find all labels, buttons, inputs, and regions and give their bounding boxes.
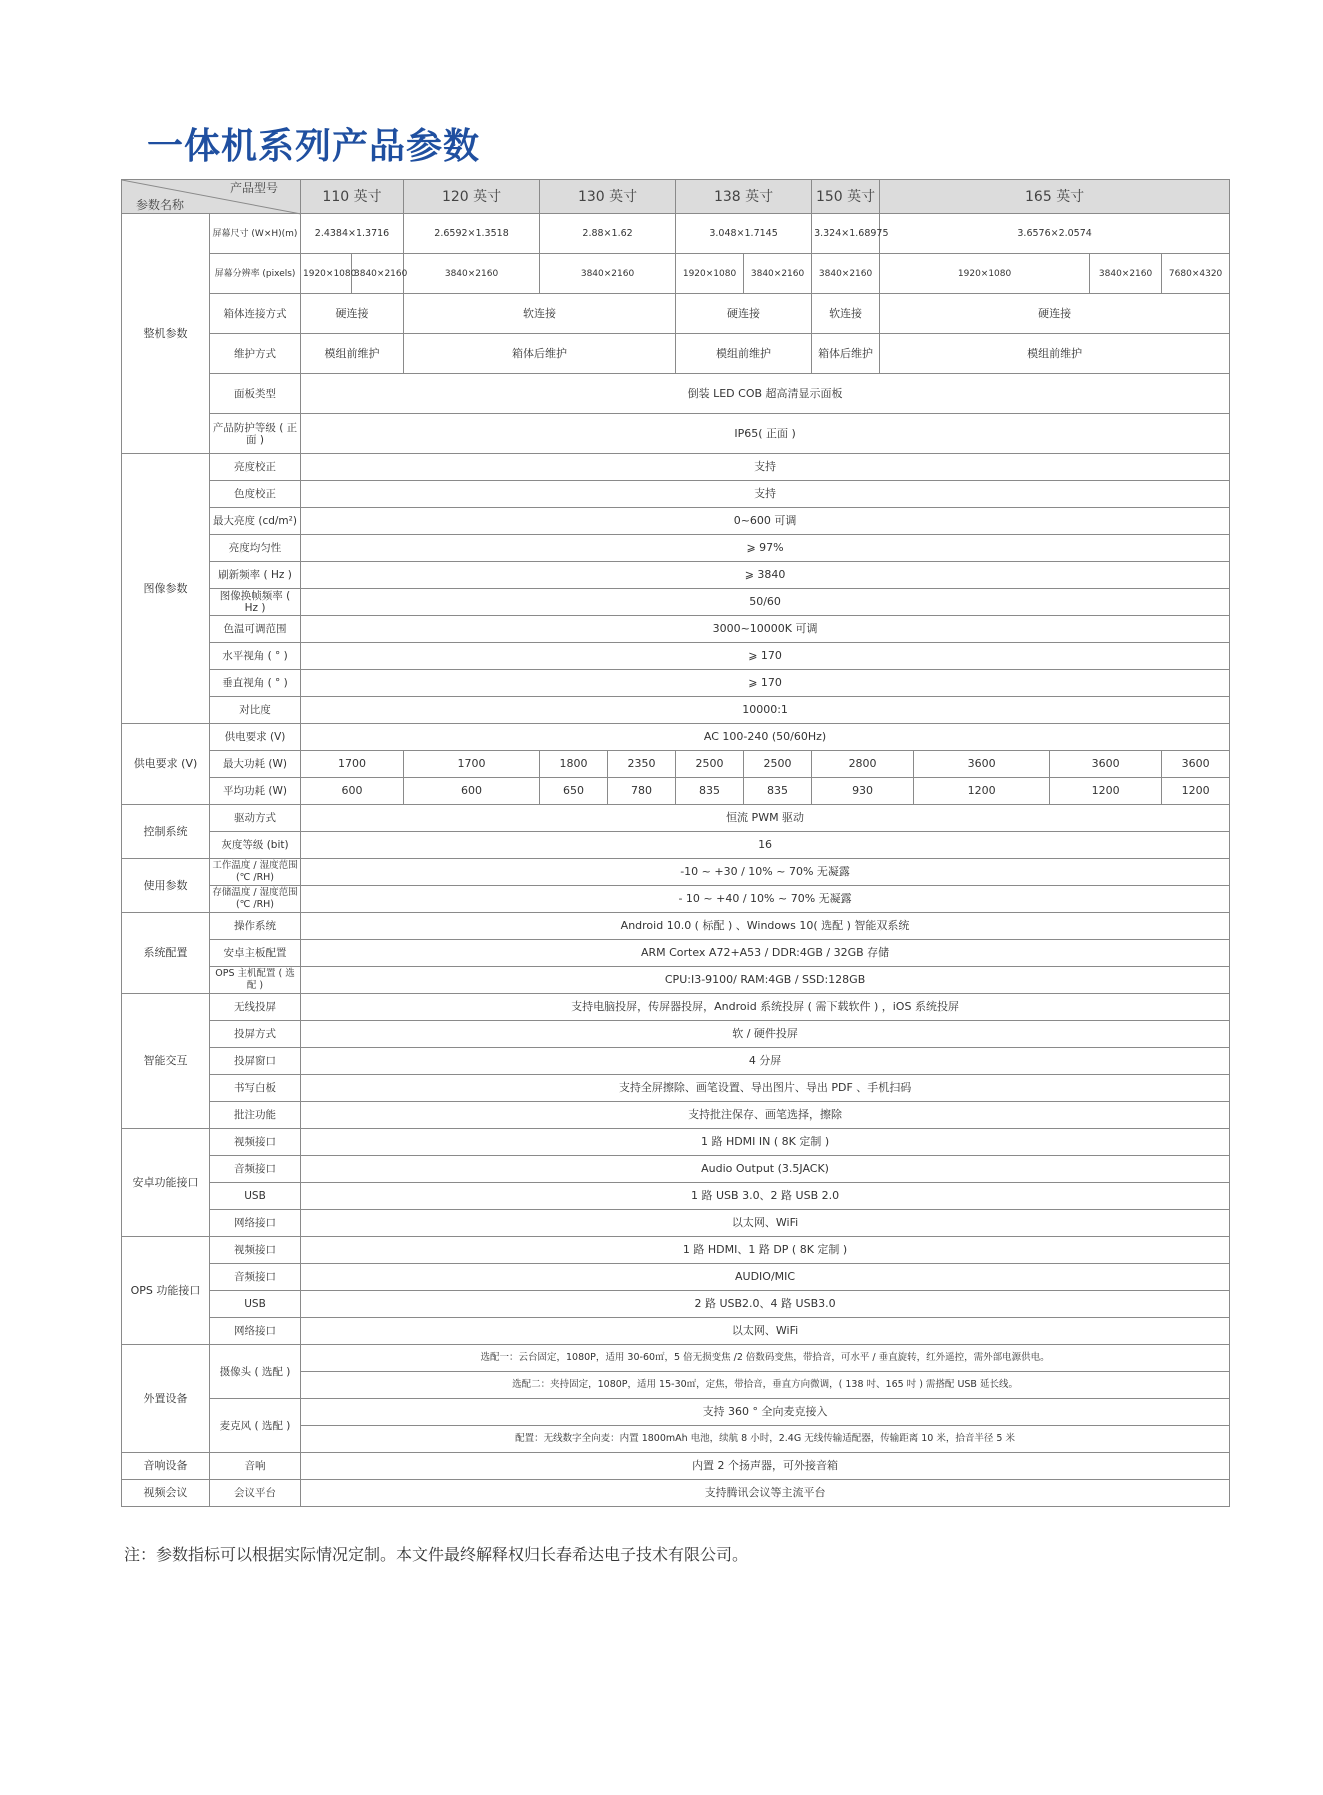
spec-table	[121, 179, 1230, 1507]
group-label: 智能交互	[122, 994, 210, 1129]
value-cell: ⩾ 3840	[301, 562, 1230, 589]
value-cell: 恒流 PWM 驱动	[301, 805, 1230, 832]
param-label: 投屏窗口	[210, 1048, 301, 1075]
group-label: 使用参数	[122, 859, 210, 913]
table-row	[122, 643, 1230, 670]
value-cell: 支持	[301, 481, 1230, 508]
param-label: 会议平台	[210, 1480, 301, 1507]
table-row	[122, 913, 1230, 940]
param-label: 亮度校正	[210, 454, 301, 481]
value-cell: -10 ~ +30 / 10% ~ 70% 无凝露	[301, 859, 1230, 886]
model-header: 150 英寸	[812, 180, 880, 214]
value-cell: 3.324×1.68975	[812, 214, 880, 254]
value-cell: 硬连接	[676, 294, 812, 334]
table-row	[122, 1291, 1230, 1318]
table-row	[122, 454, 1230, 481]
param-label: 音频接口	[210, 1156, 301, 1183]
value-cell: 1 路 HDMI、1 路 DP ( 8K 定制 )	[301, 1237, 1230, 1264]
value-cell: 3600	[1050, 751, 1162, 778]
value-cell: 配置：无线数字全向麦：内置 1800mAh 电池，续航 8 小时，2.4G 无线传输适配器，传输距离 10 米，拾音半径 5 米	[301, 1426, 1230, 1453]
group-label: OPS 功能接口	[122, 1237, 210, 1345]
table-row	[122, 1453, 1230, 1480]
value-cell: 以太网、WiFi	[301, 1210, 1230, 1237]
value-cell: 1 路 USB 3.0、2 路 USB 2.0	[301, 1183, 1230, 1210]
value-cell: 3840×2160	[812, 254, 880, 294]
param-label: 音响	[210, 1453, 301, 1480]
param-label: 最大亮度 (cd/m²)	[210, 508, 301, 535]
page-title: 一体机系列产品参数	[147, 126, 481, 167]
param-label: 网络接口	[210, 1210, 301, 1237]
value-cell: 2350	[608, 751, 676, 778]
table-row	[122, 562, 1230, 589]
table-row	[122, 1129, 1230, 1156]
value-cell: 1200	[1162, 778, 1230, 805]
value-cell: IP65( 正面 )	[301, 414, 1230, 454]
table-row	[122, 214, 1230, 254]
corner-param-label: 参数名称	[136, 198, 185, 212]
footnote: 注：参数指标可以根据实际情况定制。本文件最终解释权归长春希达电子技术有限公司。	[124, 1545, 749, 1564]
table-row	[122, 1264, 1230, 1291]
group-label: 整机参数	[122, 214, 210, 454]
param-label: 最大功耗 (W)	[210, 751, 301, 778]
table-corner-cell	[122, 180, 301, 214]
table-row	[122, 805, 1230, 832]
table-row	[122, 724, 1230, 751]
value-cell: 支持电脑投屏，传屏器投屏，Android 系统投屏 ( 需下载软件 ) ，iOS 系统投屏	[301, 994, 1230, 1021]
table-row	[122, 481, 1230, 508]
value-cell: 3000~10000K 可调	[301, 616, 1230, 643]
value-cell: 模组前维护	[301, 334, 404, 374]
value-cell: 780	[608, 778, 676, 805]
param-label: 对比度	[210, 697, 301, 724]
value-cell: 支持批注保存、画笔选择，擦除	[301, 1102, 1230, 1129]
table-row	[122, 967, 1230, 994]
group-label: 音响设备	[122, 1453, 210, 1480]
value-cell: AC 100-240 (50/60Hz)	[301, 724, 1230, 751]
value-cell: 箱体后维护	[404, 334, 676, 374]
value-cell: 2.6592×1.3518	[404, 214, 540, 254]
value-cell: 16	[301, 832, 1230, 859]
table-row	[122, 1480, 1230, 1507]
value-cell: 选配二：夹持固定，1080P，适用 15-30㎡，定焦，带拾音，垂直方向微调，( 138 吋、165 吋 ) 需搭配 USB 延长线。	[301, 1372, 1230, 1399]
table-row	[122, 589, 1230, 616]
table-row	[122, 886, 1230, 913]
value-cell: 硬连接	[880, 294, 1230, 334]
value-cell: 支持全屏擦除、画笔设置、导出图片、导出 PDF 、手机扫码	[301, 1075, 1230, 1102]
value-cell: 2800	[812, 751, 914, 778]
value-cell: AUDIO/MIC	[301, 1264, 1230, 1291]
table-row	[122, 1345, 1230, 1372]
value-cell: 选配一：云台固定，1080P，适用 30-60㎡，5 倍无损变焦 /2 倍数码变焦，带拾音，可水平 / 垂直旋转，红外遥控，需外部电源供电。	[301, 1345, 1230, 1372]
value-cell: 835	[744, 778, 812, 805]
table-row	[122, 1399, 1230, 1426]
value-cell: 7680×4320	[1162, 254, 1230, 294]
table-row	[122, 859, 1230, 886]
value-cell: 3.6576×2.0574	[880, 214, 1230, 254]
value-cell: 3.048×1.7145	[676, 214, 812, 254]
value-cell: - 10 ~ +40 / 10% ~ 70% 无凝露	[301, 886, 1230, 913]
value-cell: 0~600 可调	[301, 508, 1230, 535]
table-row	[122, 294, 1230, 334]
param-label: 供电要求 (V)	[210, 724, 301, 751]
value-cell: 3840×2160	[744, 254, 812, 294]
param-label: 面板类型	[210, 374, 301, 414]
value-cell: 600	[301, 778, 404, 805]
value-cell: 4 分屏	[301, 1048, 1230, 1075]
param-label: 图像换帧频率 ( Hz )	[210, 589, 301, 616]
value-cell: 1920×1080	[301, 254, 352, 294]
param-label: 音频接口	[210, 1264, 301, 1291]
group-label: 供电要求 (V)	[122, 724, 210, 805]
param-label: 视频接口	[210, 1129, 301, 1156]
model-header: 138 英寸	[676, 180, 812, 214]
param-label: 操作系统	[210, 913, 301, 940]
table-row	[122, 535, 1230, 562]
value-cell: 2 路 USB2.0、4 路 USB3.0	[301, 1291, 1230, 1318]
param-label: USB	[210, 1291, 301, 1318]
value-cell: 硬连接	[301, 294, 404, 334]
value-cell: 3600	[914, 751, 1050, 778]
value-cell: 2.88×1.62	[540, 214, 676, 254]
table-row	[122, 697, 1230, 724]
table-row	[122, 374, 1230, 414]
value-cell: 1700	[404, 751, 540, 778]
value-cell: 1920×1080	[676, 254, 744, 294]
param-label: 投屏方式	[210, 1021, 301, 1048]
value-cell: 软连接	[404, 294, 676, 334]
value-cell: 3840×2160	[404, 254, 540, 294]
param-label: 书写白板	[210, 1075, 301, 1102]
table-row	[122, 1075, 1230, 1102]
table-row	[122, 1183, 1230, 1210]
table-row	[122, 1048, 1230, 1075]
value-cell: 模组前维护	[676, 334, 812, 374]
value-cell: ⩾ 170	[301, 643, 1230, 670]
value-cell: 3840×2160	[352, 254, 404, 294]
table-row	[122, 778, 1230, 805]
value-cell: ARM Cortex A72+A53 / DDR:4GB / 32GB 存储	[301, 940, 1230, 967]
param-label: 箱体连接方式	[210, 294, 301, 334]
group-label: 外置设备	[122, 1345, 210, 1453]
group-label: 图像参数	[122, 454, 210, 724]
value-cell: Audio Output (3.5JACK)	[301, 1156, 1230, 1183]
table-row	[122, 940, 1230, 967]
value-cell: 软连接	[812, 294, 880, 334]
value-cell: 10000:1	[301, 697, 1230, 724]
table-row	[122, 1318, 1230, 1345]
param-label: 视频接口	[210, 1237, 301, 1264]
value-cell: ⩾ 170	[301, 670, 1230, 697]
value-cell: ⩾ 97%	[301, 535, 1230, 562]
param-label: 色温可调范围	[210, 616, 301, 643]
table-row	[122, 832, 1230, 859]
value-cell: 模组前维护	[880, 334, 1230, 374]
table-row	[122, 1156, 1230, 1183]
value-cell: 600	[404, 778, 540, 805]
value-cell: 1200	[914, 778, 1050, 805]
model-header: 110 英寸	[301, 180, 404, 214]
model-header: 165 英寸	[880, 180, 1230, 214]
table-row	[122, 254, 1230, 294]
param-label: USB	[210, 1183, 301, 1210]
value-cell: 3840×2160	[540, 254, 676, 294]
table-row	[122, 994, 1230, 1021]
param-label: 批注功能	[210, 1102, 301, 1129]
param-label: 维护方式	[210, 334, 301, 374]
param-label: 水平视角 ( ° )	[210, 643, 301, 670]
value-cell: 箱体后维护	[812, 334, 880, 374]
param-label: 无线投屏	[210, 994, 301, 1021]
group-label: 系统配置	[122, 913, 210, 994]
value-cell: 支持	[301, 454, 1230, 481]
value-cell: 930	[812, 778, 914, 805]
value-cell: 1800	[540, 751, 608, 778]
value-cell: 835	[676, 778, 744, 805]
param-label: 屏幕分辨率 (pixels)	[210, 254, 301, 294]
table-row	[122, 334, 1230, 374]
value-cell: 软 / 硬件投屏	[301, 1021, 1230, 1048]
param-label: 工作温度 / 湿度范围 (℃ /RH)	[210, 859, 301, 886]
value-cell: CPU:I3-9100/ RAM:4GB / SSD:128GB	[301, 967, 1230, 994]
value-cell: 3840×2160	[1090, 254, 1162, 294]
table-row	[122, 508, 1230, 535]
corner-model-label: 产品型号	[229, 181, 278, 195]
param-label: 屏幕尺寸 (W×H)(m)	[210, 214, 301, 254]
table-row	[122, 1210, 1230, 1237]
param-label: 麦克风 ( 选配 )	[210, 1399, 301, 1453]
model-header: 120 英寸	[404, 180, 540, 214]
value-cell: 以太网、WiFi	[301, 1318, 1230, 1345]
param-label: 网络接口	[210, 1318, 301, 1345]
value-cell: 支持 360 ° 全向麦克接入	[301, 1399, 1230, 1426]
value-cell: 支持腾讯会议等主流平台	[301, 1480, 1230, 1507]
value-cell: 1700	[301, 751, 404, 778]
param-label: 平均功耗 (W)	[210, 778, 301, 805]
param-label: OPS 主机配置 ( 选配 )	[210, 967, 301, 994]
param-label: 色度校正	[210, 481, 301, 508]
value-cell: 3600	[1162, 751, 1230, 778]
group-label: 控制系统	[122, 805, 210, 859]
param-label: 垂直视角 ( ° )	[210, 670, 301, 697]
value-cell: 1200	[1050, 778, 1162, 805]
header-row	[122, 180, 1230, 214]
value-cell: 50/60	[301, 589, 1230, 616]
value-cell: 内置 2 个扬声器，可外接音箱	[301, 1453, 1230, 1480]
value-cell: 1920×1080	[880, 254, 1090, 294]
table-row	[122, 1021, 1230, 1048]
param-label: 灰度等级 (bit)	[210, 832, 301, 859]
table-row	[122, 670, 1230, 697]
value-cell: 2500	[744, 751, 812, 778]
param-label: 亮度均匀性	[210, 535, 301, 562]
param-label: 产品防护等级 ( 正面 )	[210, 414, 301, 454]
value-cell: Android 10.0 ( 标配 ) 、Windows 10( 选配 ) 智能双系统	[301, 913, 1230, 940]
value-cell: 2500	[676, 751, 744, 778]
value-cell: 倒装 LED COB 超高清显示面板	[301, 374, 1230, 414]
param-label: 摄像头 ( 选配 )	[210, 1345, 301, 1399]
model-header: 130 英寸	[540, 180, 676, 214]
group-label: 安卓功能接口	[122, 1129, 210, 1237]
table-row	[122, 616, 1230, 643]
value-cell: 2.4384×1.3716	[301, 214, 404, 254]
table-row	[122, 1237, 1230, 1264]
value-cell: 650	[540, 778, 608, 805]
table-row	[122, 751, 1230, 778]
param-label: 存储温度 / 湿度范围 (℃ /RH)	[210, 886, 301, 913]
value-cell: 1 路 HDMI IN ( 8K 定制 )	[301, 1129, 1230, 1156]
param-label: 驱动方式	[210, 805, 301, 832]
group-label: 视频会议	[122, 1480, 210, 1507]
table-row	[122, 414, 1230, 454]
param-label: 刷新频率 ( Hz )	[210, 562, 301, 589]
table-row	[122, 1102, 1230, 1129]
param-label: 安卓主板配置	[210, 940, 301, 967]
